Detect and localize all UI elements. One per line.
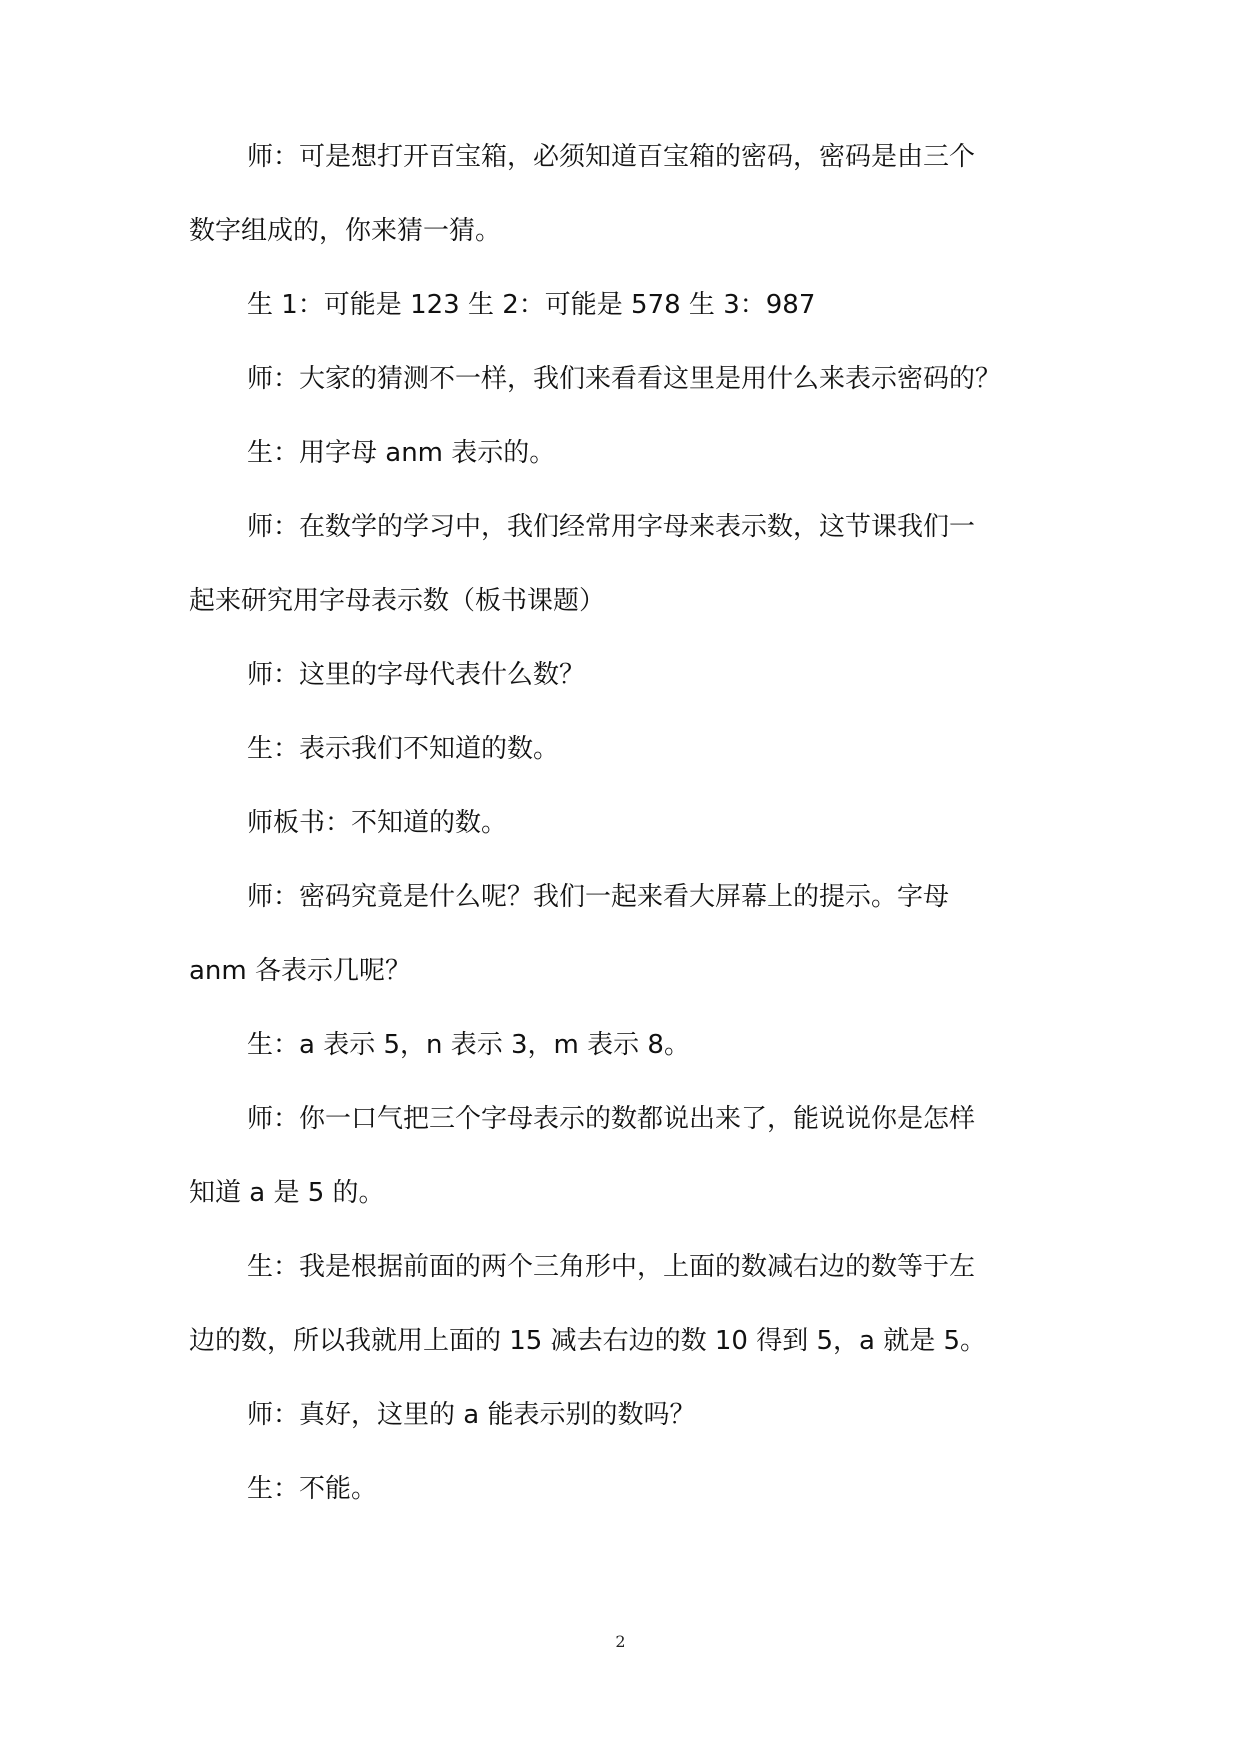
paragraph-line: anm 各表示几呢？ bbox=[189, 956, 412, 986]
paragraph-line: 生：我是根据前面的两个三角形中，上面的数减右边的数等于左 bbox=[247, 1252, 976, 1282]
paragraph-line: 师板书：不知道的数。 bbox=[247, 808, 508, 838]
paragraph-line: 起来研究用字母表示数（板书课题） bbox=[189, 586, 606, 616]
paragraph-line: 师：真好，这里的 a 能表示别的数吗？ bbox=[247, 1400, 696, 1430]
paragraph-line: 生：不能。 bbox=[247, 1474, 378, 1504]
paragraph-line: 师：大家的猜测不一样，我们来看看这里是用什么来表示密码的？ bbox=[247, 364, 1002, 394]
paragraph-line: 师：密码究竟是什么呢？我们一起来看大屏幕上的提示。字母 bbox=[247, 882, 950, 912]
paragraph-line: 生 1：可能是 123 生 2：可能是 578 生 3：987 bbox=[247, 290, 816, 320]
paragraph-line: 师：在数学的学习中，我们经常用字母来表示数，这节课我们一 bbox=[247, 512, 976, 542]
document-body bbox=[189, 138, 1059, 1508]
paragraph-line: 知道 a 是 5 的。 bbox=[189, 1178, 385, 1208]
paragraph-line: 师：可是想打开百宝箱，必须知道百宝箱的密码，密码是由三个 bbox=[247, 142, 976, 172]
page-number: 2 bbox=[615, 1632, 626, 1651]
paragraph-line: 师：这里的字母代表什么数？ bbox=[247, 660, 586, 690]
paragraph-line: 生：用字母 anm 表示的。 bbox=[247, 438, 556, 468]
paragraph-line: 生：a 表示 5，n 表示 3，m 表示 8。 bbox=[247, 1030, 690, 1060]
paragraph-line: 生：表示我们不知道的数。 bbox=[247, 734, 560, 764]
paragraph-line: 师：你一口气把三个字母表示的数都说出来了，能说说你是怎样 bbox=[247, 1104, 976, 1134]
paragraph-line: 数字组成的，你来猜一猜。 bbox=[189, 216, 502, 246]
paragraph-line: 边的数，所以我就用上面的 15 减去右边的数 10 得到 5，a 就是 5。 bbox=[189, 1326, 987, 1356]
